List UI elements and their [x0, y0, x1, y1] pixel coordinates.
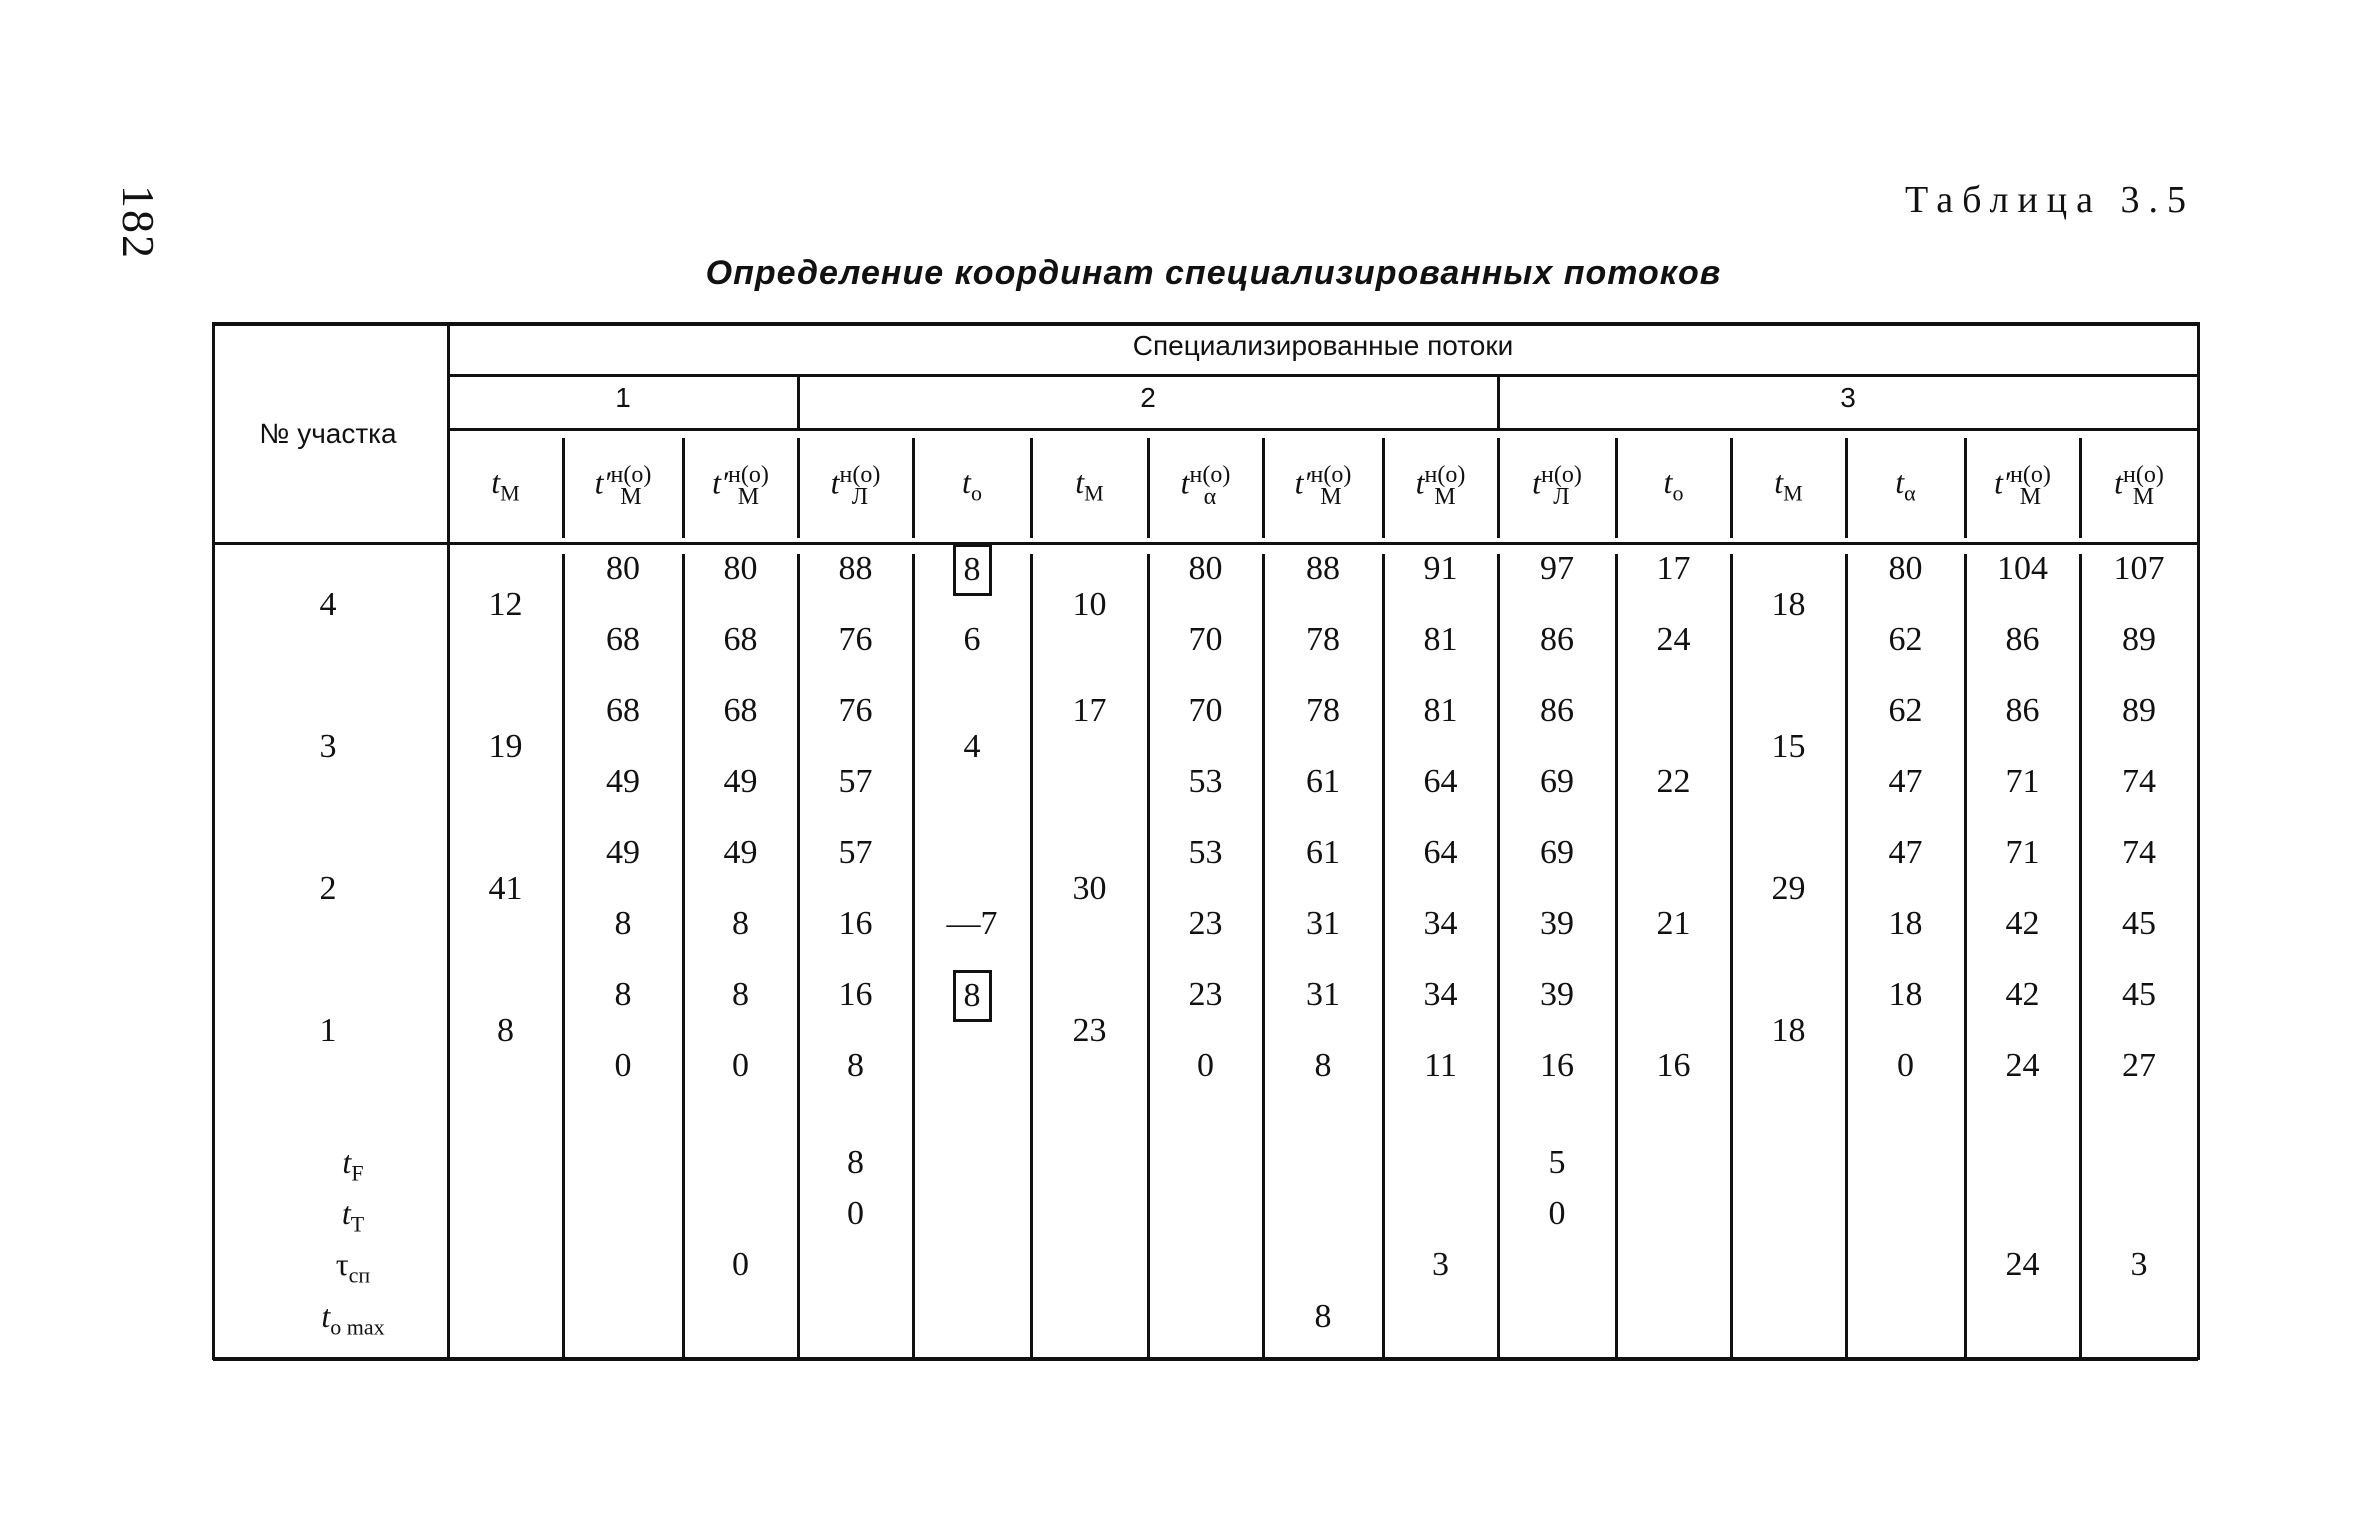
- table-cell: 76: [838, 621, 873, 658]
- table-cell: 8: [1314, 1298, 1332, 1335]
- column-header-2: t′ н(о) М: [594, 462, 652, 510]
- table-cell: 4: [963, 727, 981, 765]
- column-header-14: t′ н(о) М: [1994, 462, 2051, 510]
- table-cell: 16: [838, 905, 873, 942]
- table-cell: 41: [488, 869, 523, 907]
- table-cell: 10: [1072, 585, 1107, 623]
- body-col-rule: [2079, 554, 2082, 1360]
- table-cell: 62: [1888, 692, 1923, 729]
- table-cell: 74: [2122, 834, 2156, 871]
- column-header-15: t н(о) М: [2114, 462, 2164, 510]
- table-cell: 0: [1197, 1047, 1214, 1084]
- table-cell: 76: [838, 692, 873, 729]
- table-cell: 68: [723, 692, 758, 729]
- body-col-rule: [797, 554, 800, 1360]
- section-label: 4: [319, 585, 337, 623]
- header-flow-1: 1: [615, 382, 631, 413]
- table-cell: 0: [847, 1195, 864, 1232]
- table-cell: 16: [1656, 1047, 1691, 1084]
- table-cell: 18: [1771, 1011, 1806, 1049]
- table-cell: 31: [1306, 976, 1340, 1013]
- table-cell: 89: [2122, 621, 2156, 658]
- table-cell: 80: [1888, 550, 1923, 587]
- column-header-13: $t_\alpha$: [1895, 464, 1916, 506]
- header-bottom-rule: [213, 542, 2198, 545]
- table-cell: 22: [1656, 763, 1691, 800]
- table-cell: 3: [2130, 1246, 2148, 1283]
- table-cell: 0: [732, 1047, 749, 1084]
- table-cell: 12: [488, 585, 523, 623]
- table-cell: 104: [1997, 550, 2048, 587]
- table-cell: 91: [1423, 550, 1458, 587]
- body-col-rule: [1730, 554, 1733, 1360]
- table-cell: 42: [2005, 905, 2040, 942]
- body-col-rule: [1262, 554, 1265, 1360]
- page-number: 182: [113, 185, 164, 260]
- table-cell: 80: [723, 550, 758, 587]
- table-cell: 16: [1540, 1047, 1574, 1084]
- column-header-7: t н(о) α: [1180, 462, 1231, 510]
- table-cell: 86: [1540, 692, 1574, 729]
- table-cell: 27: [2122, 1047, 2156, 1084]
- table-cell: 18: [1771, 585, 1806, 623]
- table-cell: 39: [1540, 976, 1574, 1013]
- table-cell: 61: [1306, 763, 1340, 800]
- table-cell: 24: [2005, 1246, 2040, 1283]
- table-cell: 71: [2005, 763, 2040, 800]
- column-header-6: $t_М$: [1075, 464, 1104, 506]
- body-col-rule: [1030, 554, 1033, 1360]
- column-header-4: t н(о) Л: [830, 462, 881, 510]
- table-cell: 8: [732, 976, 749, 1013]
- table-cell: 5: [1548, 1144, 1566, 1181]
- table-cell: 45: [2122, 976, 2156, 1013]
- table-cell: [913, 544, 1031, 596]
- column-header-11: $t_о$: [1663, 464, 1684, 506]
- section-label: 1: [319, 1011, 337, 1049]
- coordinates-table: [213, 322, 2198, 1360]
- table-cell: 107: [2113, 550, 2165, 587]
- table-cell: 8: [847, 1047, 864, 1084]
- table-cell: 0: [732, 1246, 749, 1283]
- header-flow-2: 2: [1140, 382, 1156, 413]
- flow-divider-1-2: [797, 374, 800, 428]
- table-cell: 97: [1540, 550, 1574, 587]
- table-cell: 64: [1423, 763, 1458, 800]
- body-col-rule: [1382, 554, 1385, 1360]
- header-flow-3: 3: [1840, 382, 1856, 413]
- table-cell: 86: [2005, 621, 2040, 658]
- extra-row-label: $t_{о max}$: [321, 1298, 385, 1340]
- table-left-rule: [212, 322, 215, 1360]
- group-rule: [448, 374, 2198, 377]
- table-cell: 80: [606, 550, 640, 587]
- table-cell: 61: [1306, 834, 1340, 871]
- table-cell: 17: [1656, 550, 1691, 587]
- table-cell: 68: [723, 621, 758, 658]
- table-cell: 8: [847, 1144, 864, 1181]
- table-cell: 47: [1888, 834, 1923, 871]
- table-cell: 17: [1072, 692, 1107, 729]
- table-cell: 23: [1188, 976, 1223, 1013]
- table-cell: 57: [838, 763, 873, 800]
- body-col-rule: [1845, 554, 1848, 1360]
- table-cell: 86: [1540, 621, 1574, 658]
- extra-row-label: $t_T$: [341, 1195, 365, 1237]
- table-cell: 53: [1188, 763, 1223, 800]
- section-label: 2: [319, 869, 337, 907]
- boxed-value: 8: [953, 544, 992, 596]
- table-cell: 31: [1306, 905, 1340, 942]
- table-cell: 74: [2122, 763, 2156, 800]
- column-header-8: t′ н(о) М: [1294, 462, 1352, 510]
- column-header-10: t н(о) Л: [1532, 462, 1582, 510]
- table-cell: [913, 970, 1031, 1022]
- table-cell: 8: [614, 905, 632, 942]
- table-cell: 57: [838, 834, 873, 871]
- table-cell: 18: [1888, 905, 1923, 942]
- table-cell: 88: [838, 550, 873, 587]
- column-header-1: $t_М$: [491, 464, 520, 506]
- table-cell: 23: [1072, 1011, 1107, 1049]
- column-header-9: t н(о) М: [1415, 462, 1466, 510]
- body-col-rule: [1147, 554, 1150, 1360]
- table-cell: 62: [1888, 621, 1923, 658]
- table-cell: 81: [1423, 621, 1458, 658]
- table-cell: 71: [2005, 834, 2040, 871]
- table-cell: 39: [1540, 905, 1574, 942]
- table-cell: 68: [606, 621, 640, 658]
- table-cell: 78: [1306, 692, 1340, 729]
- table-cell: 23: [1188, 905, 1223, 942]
- extra-row-label: $t_F$: [342, 1144, 364, 1186]
- column-header-5: $t_о$: [962, 464, 982, 506]
- table-cell: 86: [2005, 692, 2040, 729]
- body-col-rule: [912, 554, 915, 1360]
- table-cell: 11: [1424, 1047, 1457, 1084]
- table-cell: 24: [2005, 1047, 2040, 1084]
- table-cell: 53: [1188, 834, 1223, 871]
- table-cell: 30: [1072, 869, 1107, 907]
- column-header-12: $t_М$: [1774, 464, 1803, 506]
- flow1-rule: [448, 428, 798, 431]
- table-cell: 8: [497, 1011, 514, 1049]
- table-cell: 8: [732, 905, 749, 942]
- table-cell: 69: [1540, 834, 1574, 871]
- extra-row-label: $\tau_{сп}$: [335, 1246, 371, 1288]
- table-cell: 24: [1656, 621, 1691, 658]
- table-cell: 47: [1888, 763, 1923, 800]
- table-cell: 8: [1314, 1047, 1332, 1084]
- header-specialized-flows: Специализированные потоки: [1132, 330, 1514, 361]
- table-top-rule: [213, 322, 2198, 326]
- table-cell: —7: [946, 905, 998, 942]
- table-cell: 19: [488, 727, 523, 765]
- flow2-rule: [798, 428, 1498, 431]
- table-label: Таблица 3.5: [1904, 179, 2195, 221]
- table-cell: 70: [1188, 692, 1223, 729]
- flow3-rule: [1498, 428, 2198, 431]
- table-cell: 34: [1423, 905, 1458, 942]
- table-cell: 16: [838, 976, 873, 1013]
- table-cell: 8: [614, 976, 632, 1013]
- table-cell: 49: [723, 834, 758, 871]
- table-cell: 80: [1188, 550, 1223, 587]
- section-label: 3: [319, 727, 337, 765]
- header-section-number: № участка: [259, 418, 397, 449]
- table-cell: 0: [614, 1047, 632, 1084]
- table-cell: 49: [606, 763, 640, 800]
- table-bottom-rule: [213, 1357, 2198, 1361]
- table-cell: 69: [1540, 763, 1574, 800]
- table-cell: 29: [1771, 869, 1806, 907]
- column-header-3: t′ н(о) М: [712, 462, 769, 510]
- table-cell: 81: [1423, 692, 1458, 729]
- table-cell: 49: [723, 763, 758, 800]
- table-cell: 49: [606, 834, 640, 871]
- body-col-rule: [682, 554, 685, 1360]
- table-cell: 68: [606, 692, 640, 729]
- boxed-value: 8: [953, 970, 992, 1022]
- table-cell: 78: [1306, 621, 1340, 658]
- body-col-rule: [562, 554, 565, 1360]
- body-col-rule: [1964, 554, 1967, 1360]
- table-cell: 18: [1888, 976, 1923, 1013]
- table-cell: 15: [1771, 727, 1806, 765]
- body-col-rule: [1615, 554, 1618, 1360]
- table-cell: 70: [1188, 621, 1223, 658]
- table-cell: 3: [1432, 1246, 1449, 1283]
- table-cell: 89: [2122, 692, 2156, 729]
- table-cell: 88: [1306, 550, 1340, 587]
- body-col-rule: [1497, 554, 1500, 1360]
- table-cell: 0: [1548, 1195, 1566, 1232]
- table-cell: 0: [1897, 1047, 1914, 1084]
- flow-divider-2-3: [1497, 374, 1500, 428]
- table-cell: 34: [1423, 976, 1458, 1013]
- table-cell: 6: [963, 621, 981, 658]
- table-cell: 45: [2122, 905, 2156, 942]
- table-cell: 21: [1656, 905, 1691, 942]
- table-cell: 64: [1423, 834, 1458, 871]
- table-cell: 42: [2005, 976, 2040, 1013]
- table-title: Определение координат специализированных потоков: [705, 254, 1722, 292]
